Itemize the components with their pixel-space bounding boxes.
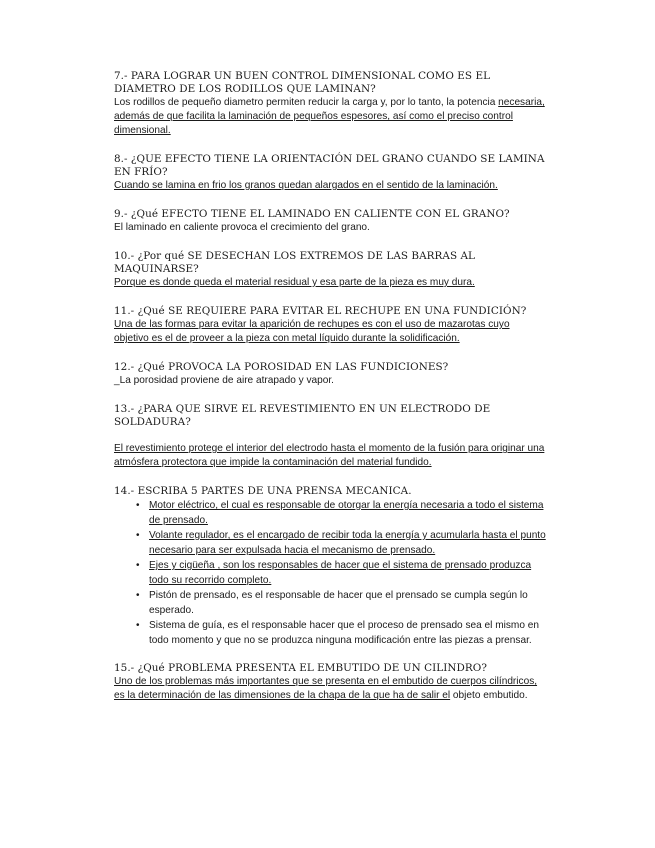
answer-13: El revestimiento protege el interior del electrodo hasta el momento de la fusión para originar una atmósfera protectora que impide la contaminación del material fundido.	[114, 443, 545, 468]
question-14: 14.- ESCRIBA 5 PARTES DE UNA PRENSA MECANICA.	[114, 485, 412, 497]
answer-12: _La porosidad proviene de aire atrapado y vapor.	[114, 375, 334, 386]
question-block-9	[114, 208, 546, 235]
question-7: 7.- PARA LOGRAR UN BUEN CONTROL DIMENSIONAL COMO ES EL DIAMETRO DE LOS RODILLOS QUE LAMINAN?	[114, 70, 491, 95]
answer-7-plain: Los rodillos de pequeño diametro permiten reducir la carga y, por lo tanto, la potencia	[114, 97, 499, 108]
question-15: 15.- ¿Qué PROBLEMA PRESENTA EL EMBUTIDO DE UN CILINDRO?	[114, 662, 487, 674]
answer-15-plain: objeto embutido.	[450, 690, 528, 701]
list-item	[136, 499, 546, 528]
question-12: 12.- ¿Qué PROVOCA LA POROSIDAD EN LAS FUNDICIONES?	[114, 361, 449, 373]
list-item	[136, 589, 546, 618]
answer-15	[114, 675, 546, 703]
question-block-14	[114, 485, 546, 648]
press-parts-list	[114, 499, 546, 648]
list-item-text: Volante regulador, es el encargado de recibir toda la energía y acumularla hasta el punto necesario para ser expulsada hacia el mecanismo de prensado.	[149, 530, 546, 556]
bullet-icon: •	[136, 560, 140, 571]
answer-9: El laminado en caliente provoca el crecimiento del grano.	[114, 222, 370, 233]
question-block-12	[114, 361, 546, 388]
bullet-icon: •	[136, 620, 140, 631]
answer-11: Una de las formas para evitar la aparición de rechupes es con el uso de mazarotas cuyo objetivo es el de proveer a la pieza con metal líquido durante la solidificación.	[114, 319, 510, 344]
question-10: 10.- ¿Por qué SE DESECHAN LOS EXTREMOS DE LAS BARRAS AL MAQUINARSE?	[114, 250, 475, 275]
question-block-11	[114, 305, 546, 346]
answer-7-underlined: necesaria, además de que facilita la laminación de pequeños espesores, así como el preciso control dimensional.	[114, 97, 545, 136]
answer-15-underlined: Uno de los problemas más importantes que se presenta en el embutido de cuerpos cilíndricos, es la determinación de las dimensiones de la chapa de la que ha de salir el	[114, 676, 538, 701]
answer-10: Porque es donde queda el material residual y esa parte de la pieza es muy dura.	[114, 277, 475, 288]
answer-7	[114, 96, 546, 138]
list-item-text: Sistema de guía, es el responsable hacer que el proceso de prensado sea el mismo en todo momento y que no se produzca ninguna modificación entre las piezas a prensar.	[149, 620, 539, 646]
bullet-icon: •	[136, 500, 140, 511]
list-item	[136, 619, 546, 648]
list-item-text: Ejes y cigüeña , son los responsables de hacer que el sistema de prensado produzca todo su recorrido completo.	[149, 560, 532, 586]
question-block-15	[114, 662, 546, 703]
question-11: 11.- ¿Qué SE REQUIERE PARA EVITAR EL RECHUPE EN UNA FUNDICIÓN?	[114, 305, 527, 317]
question-block-8	[114, 153, 546, 193]
bullet-icon: •	[136, 530, 140, 541]
answer-8: Cuando se lamina en frio los granos quedan alargados en el sentido de la laminación.	[114, 180, 498, 191]
bullet-icon: •	[136, 590, 140, 601]
question-block-7	[114, 70, 546, 138]
question-block-13	[114, 403, 546, 470]
document-page	[114, 70, 546, 703]
question-block-10	[114, 250, 546, 290]
list-item	[136, 529, 546, 558]
list-item-text: Pistón de prensado, es el responsable de hacer que el prensado se cumpla según lo esperado.	[149, 590, 528, 616]
question-13: 13.- ¿PARA QUE SIRVE EL REVESTIMIENTO EN UN ELECTRODO DE SOLDADURA?	[114, 403, 491, 428]
list-item	[136, 559, 546, 588]
list-item-text: Motor eléctrico, el cual es responsable de otorgar la energía necesaria a todo el sistema de prensado.	[149, 500, 544, 526]
question-8: 8.- ¿QUE EFECTO TIENE LA ORIENTACIÓN DEL GRANO CUANDO SE LAMINA EN FRÍO?	[114, 153, 545, 178]
question-9: 9.- ¿Qué EFECTO TIENE EL LAMINADO EN CALIENTE CON EL GRANO?	[114, 208, 510, 220]
